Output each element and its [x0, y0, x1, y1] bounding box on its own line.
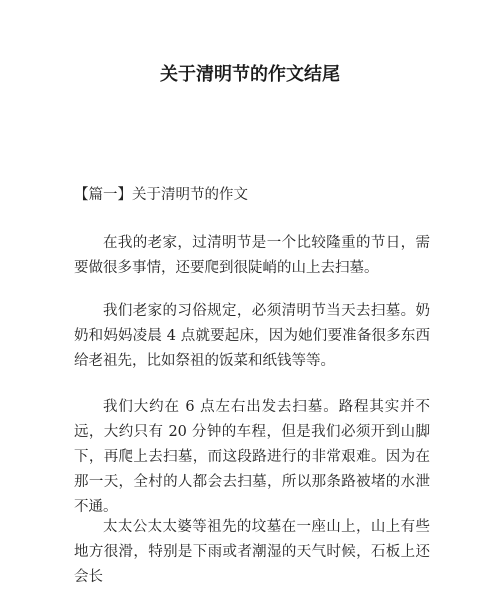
paragraph-2: 我们老家的习俗规定，必须清明节当天去扫墓。奶奶和妈妈凌晨 4 点就要起床，因为她们要准备很多东西给老祖先，比如祭祖的饭菜和纸钱等等。: [74, 303, 430, 369]
document-title: 关于清明节的作文结尾: [160, 64, 340, 85]
paragraph-4: 太太公太太婆等祖先的坟墓在一座山上，山上有些地方很滑，特别是下雨或者潮湿的天气时候，石板上还会长: [74, 519, 430, 585]
paragraph-1: 在我的老家，过清明节是一个比较隆重的节日，需要做很多事情，还要爬到很陡峭的山上去扫墓。: [74, 235, 430, 276]
paragraph-3: 我们大约在 6 点左右出发去扫墓。路程其实并不远，大约只有 20 分钟的车程，但是我们必须开到山脚下，再爬上去扫墓，而这段路进行的非常艰难。因为在那一天，全村的人都会去扫墓，所以那条路被堵的水泄不通。: [74, 399, 430, 515]
section-heading: 【篇一】关于清明节的作文: [74, 187, 248, 203]
